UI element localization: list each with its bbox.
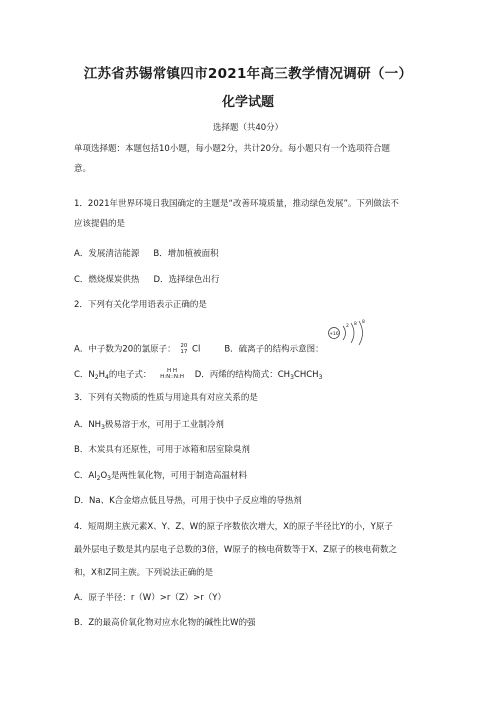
- question-2-options-ab: [74, 343, 324, 356]
- option-d-text-2: CHCH: [293, 369, 319, 380]
- option-d: [195, 370, 323, 380]
- question-4-option-b: B．Z的最高价氧化物对应水化物的碱性比W的强: [74, 618, 256, 628]
- question-4-stem-line-3: 和，X和Z同主族。下列说法正确的是: [74, 568, 214, 578]
- element-symbol: Cl: [192, 344, 201, 355]
- option-c: [74, 370, 151, 380]
- subscript: 3: [290, 373, 294, 381]
- document-subtitle: 化学试题: [221, 95, 274, 110]
- instructions-line-1: 单项选择题：本题包括10小题，每小题2分，共计20分。每小题只有一个选项符合题: [74, 144, 391, 154]
- option-d-text-1: D．丙烯的结构简式：CH: [194, 369, 291, 380]
- question-3-option-c: [74, 470, 247, 485]
- question-2-stem: 2．下列有关化学用语表示正确的是: [74, 300, 207, 310]
- lewis-main-row: H:N::N:H: [160, 374, 184, 380]
- shell-1-count: 2: [346, 324, 349, 329]
- question-1-stem-line-1: 1．2021年世界环境日我国确定的主题是“改善环境质量，推动绿色发展”。下列做法不: [74, 199, 399, 209]
- section-heading: 选择题（共40分）: [212, 123, 284, 133]
- question-3-option-b: B．木炭具有还原性，可用于冰箱和居室除臭剂: [74, 445, 250, 455]
- subscript: 4: [105, 373, 109, 381]
- option-c-text-2: H: [98, 369, 106, 380]
- option-c-text-2: O: [100, 471, 108, 481]
- question-1-stem-line-2: 应该提倡的是: [74, 219, 126, 229]
- isotope-notation: [180, 343, 187, 355]
- option-d: D．选择绿色出行: [153, 275, 220, 285]
- option-c-text-1: C．Al: [74, 471, 97, 481]
- option-a-text-1: A．NH: [74, 420, 102, 430]
- sulfide-ion-structure-diagram: [326, 318, 376, 348]
- option-a: A．中子数为20的氯原子：: [74, 344, 176, 355]
- question-1-options-ab: [74, 248, 219, 260]
- subscript: 2: [96, 475, 101, 482]
- subscript: 2: [94, 373, 99, 381]
- question-4-stem-line-2: 最外层电子数是其内层电子总数的3倍，W原子的核电荷数等于X、Z原子的核电荷数之: [74, 545, 397, 555]
- option-c-text-3: 的电子式：: [108, 369, 152, 380]
- question-2-options-cd: [74, 368, 322, 384]
- instructions-line-2: 意。: [74, 164, 92, 174]
- lewis-top-row: H H: [167, 368, 178, 374]
- question-4-stem-line-1: 4．短周期主族元素X、Y、Z、W的原子序数依次增大，X的原子半径比Y的小，Y原子: [74, 522, 393, 532]
- mass-number: 20: [180, 343, 188, 349]
- option-c: C．燃烧煤炭供热: [74, 275, 140, 285]
- document-title: 江苏省苏锡常镇四市2021年高三教学情况调研（一）: [83, 66, 413, 82]
- question-1-options-cd: [74, 274, 219, 286]
- question-3-option-d: D．Na、K合金熔点低且导热，可用于快中子反应堆的导热剂: [74, 496, 302, 506]
- nucleus-charge: +16: [329, 332, 339, 337]
- shell-3-count: 8: [362, 320, 365, 325]
- option-b: B．硫离子的结构示意图：: [224, 344, 324, 355]
- subscript: 3: [101, 424, 105, 431]
- option-a-text-2: 极易溶于水，可用于工业制冷剂: [104, 420, 224, 430]
- question-3-stem: 3．下列有关物质的性质与用途具有对应关系的是: [74, 393, 258, 403]
- subscript: 3: [107, 475, 111, 482]
- subscript: 3: [318, 373, 323, 381]
- question-3-option-a: [74, 419, 224, 434]
- question-4-option-a: A．原子半径：r（W）>r（Z）>r（Y）: [74, 593, 226, 603]
- option-c-text-1: C．N: [74, 369, 95, 380]
- option-b: B．增加植被面积: [153, 249, 219, 259]
- shell-2-count: 8: [354, 322, 357, 327]
- atomic-number: 17: [180, 349, 188, 355]
- option-c-text-3: 是两性氧化物，可用于制造高温材料: [110, 471, 247, 481]
- option-a: A．发展清洁能源: [74, 249, 140, 259]
- hydrazine-electron-formula: [160, 368, 184, 380]
